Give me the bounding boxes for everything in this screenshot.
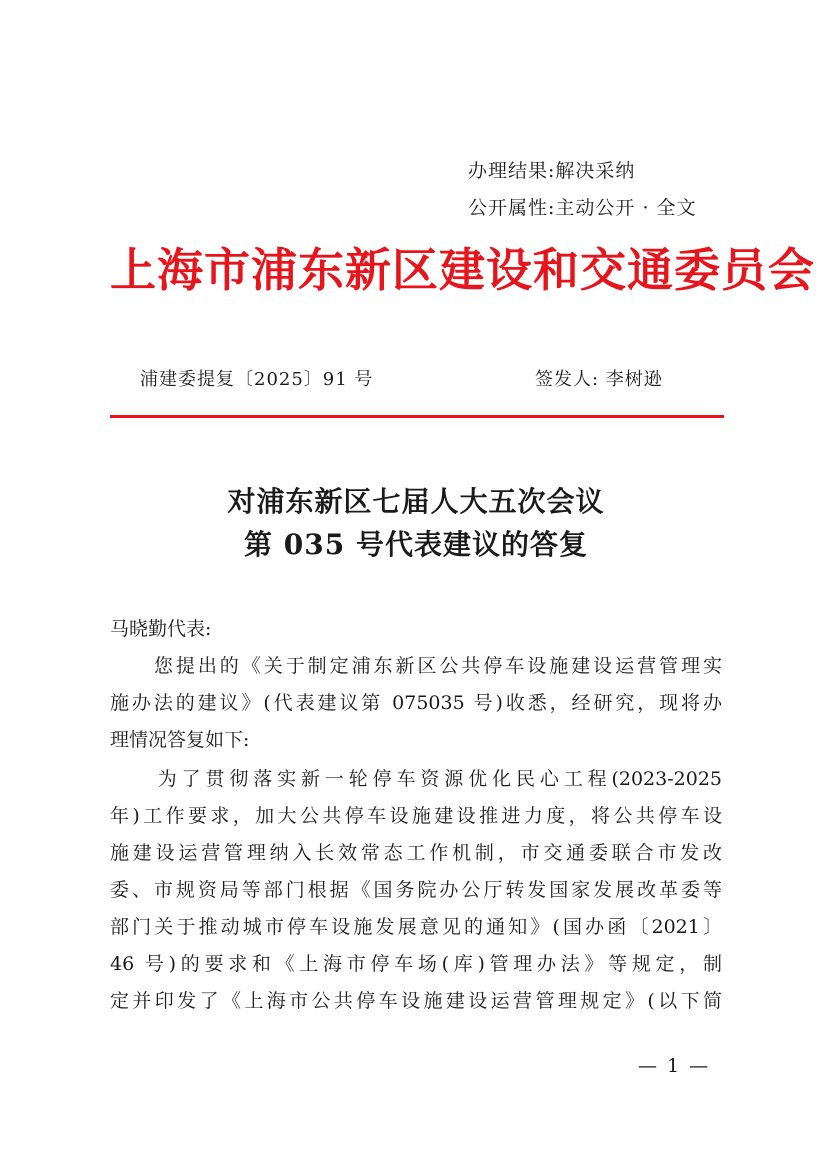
body-line: 您提出的《关于制定浦东新区公共停车设施建设运营管理实 [110,655,722,677]
body-line: 部门关于推动城市停车设施发展意见的通知》(国办函〔2021〕 [110,916,722,938]
header-divider [110,415,724,418]
body-line: 定并印发了《上海市公共停车设施建设运营管理规定》(以下简 [110,990,722,1012]
body-line: 施建设运营管理纳入长效常态工作机制，市交通委联合市发改 [110,842,722,864]
document-title-line-2: 第 035 号代表建议的答复 [244,528,588,561]
body-line: 委、市规资局等部门根据《国务院办公厅转发国家发展改革委等 [110,879,722,901]
body-line: 年)工作要求，加大公共停车设施建设推进力度，将公共停车设 [110,805,722,827]
document-title-line-1: 对浦东新区七届人大五次会议 [227,485,605,518]
handling-result: 办理结果:解决采纳 [468,160,636,182]
salutation: 马晓勤代表: [110,618,212,640]
signer: 签发人: 李树逊 [535,369,663,390]
document-number: 浦建委提复〔2025〕91 号 [140,369,374,390]
page-number: — 1 — [638,1055,711,1077]
body-line: 理情况答复如下: [110,729,250,751]
body-line: 46 号)的要求和《上海市停车场(库)管理办法》等规定，制 [110,953,722,975]
body-line: 为了贯彻落实新一轮停车资源优化民心工程(2023-2025 [110,768,722,790]
body-line: 施办法的建议》(代表建议第 075035 号)收悉，经研究，现将办 [110,692,722,714]
disclosure-attribute: 公开属性:主动公开 · 全文 [468,197,697,219]
issuing-organization: 上海市浦东新区建设和交通委员会 [110,243,815,297]
